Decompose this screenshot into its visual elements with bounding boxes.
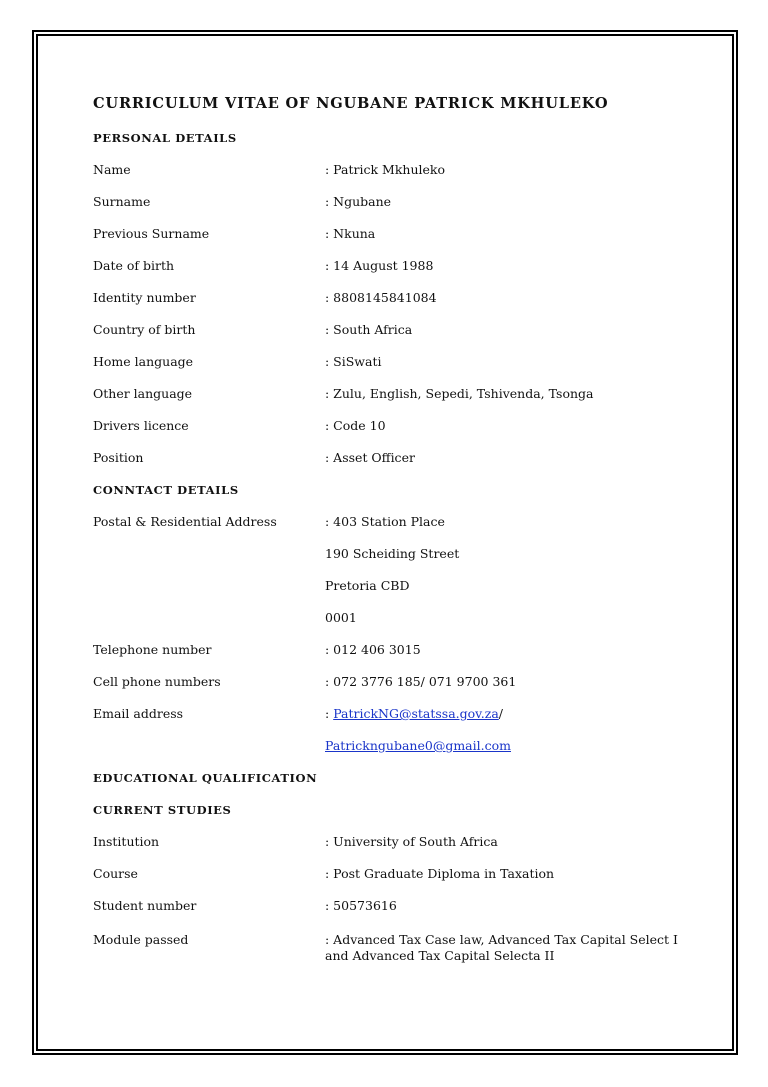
address-row: [93, 506, 693, 538]
detail-label: Position: [93, 450, 144, 465]
study-label: Course: [93, 866, 138, 881]
email-label: Email address: [93, 706, 184, 721]
detail-value: : 8808145841084: [325, 290, 437, 305]
detail-row: [93, 282, 693, 314]
detail-row: [93, 378, 693, 410]
contact-details-heading: CONNTACT DETAILS: [93, 483, 239, 497]
detail-value: : Ngubane: [325, 194, 392, 209]
detail-row: [93, 410, 693, 442]
address-line: 190 Scheiding Street: [325, 546, 460, 561]
detail-value: : South Africa: [325, 322, 413, 337]
detail-label: Other language: [93, 386, 193, 401]
detail-value: : Asset Officer: [325, 450, 415, 465]
document-title: CURRICULUM VITAE OF NGUBANE PATRICK MKHULEKO: [93, 95, 609, 112]
telephone-row: [93, 634, 693, 666]
study-value: : University of South Africa: [325, 834, 498, 849]
address-row: [93, 602, 693, 634]
personal-details-heading: PERSONAL DETAILS: [93, 131, 237, 145]
email-link-secondary[interactable]: Patrickngubane0@gmail.com: [325, 738, 511, 753]
study-label: Institution: [93, 834, 160, 849]
address-line: 0001: [325, 610, 357, 625]
study-row: [93, 890, 693, 922]
address-line: Pretoria CBD: [325, 578, 410, 593]
telephone-value: : 012 406 3015: [325, 642, 421, 657]
module-line: : Advanced Tax Case law, Advanced Tax Capital Select I: [325, 932, 678, 947]
email-prefix: :: [325, 706, 334, 721]
study-row: [93, 826, 693, 858]
address-row: [93, 538, 693, 570]
email-link-primary[interactable]: PatrickNG@statssa.gov.za: [333, 706, 499, 721]
detail-value: : Zulu, English, Sepedi, Tshivenda, Tsonga: [325, 386, 594, 401]
detail-value: : 14 August 1988: [325, 258, 434, 273]
detail-label: Previous Surname: [93, 226, 210, 241]
detail-row: [93, 154, 693, 186]
email-separator: /: [498, 706, 503, 721]
cell-value: : 072 3776 185/ 071 9700 361: [325, 674, 517, 689]
study-value: : Post Graduate Diploma in Taxation: [325, 866, 555, 881]
module-line: and Advanced Tax Capital Selecta II: [325, 948, 555, 963]
address-line: : 403 Station Place: [325, 514, 445, 529]
detail-label: Identity number: [93, 290, 196, 305]
detail-label: Home language: [93, 354, 194, 369]
detail-value: : SiSwati: [325, 354, 382, 369]
module-row: [93, 922, 693, 962]
detail-label: Drivers licence: [93, 418, 189, 433]
detail-label: Date of birth: [93, 258, 175, 273]
cell-row: [93, 666, 693, 698]
study-value: : 50573616: [325, 898, 397, 913]
contact-details-list: [93, 506, 693, 762]
detail-value: : Patrick Mkhuleko: [325, 162, 446, 177]
module-label: Module passed: [93, 932, 189, 947]
cell-label: Cell phone numbers: [93, 674, 221, 689]
current-studies-list: [93, 826, 693, 962]
personal-details-list: [93, 154, 693, 474]
detail-label: Name: [93, 162, 131, 177]
detail-row: [93, 186, 693, 218]
current-studies-heading: CURRENT STUDIES: [93, 803, 232, 817]
cv-document: [93, 94, 693, 962]
study-row: [93, 858, 693, 890]
detail-label: Country of birth: [93, 322, 196, 337]
email-row-secondary: [93, 730, 693, 762]
detail-row: [93, 442, 693, 474]
detail-label: Surname: [93, 194, 151, 209]
detail-value: : Nkuna: [325, 226, 376, 241]
address-row: [93, 570, 693, 602]
address-label: Postal & Residential Address: [93, 514, 277, 529]
module-value: [325, 932, 693, 962]
detail-row: [93, 314, 693, 346]
email-value: [325, 698, 693, 730]
email-row: [93, 698, 693, 730]
detail-row: [93, 250, 693, 282]
telephone-label: Telephone number: [93, 642, 212, 657]
education-heading: EDUCATIONAL QUALIFICATION: [93, 771, 318, 785]
detail-value: : Code 10: [325, 418, 386, 433]
detail-row: [93, 218, 693, 250]
study-label: Student number: [93, 898, 197, 913]
detail-row: [93, 346, 693, 378]
